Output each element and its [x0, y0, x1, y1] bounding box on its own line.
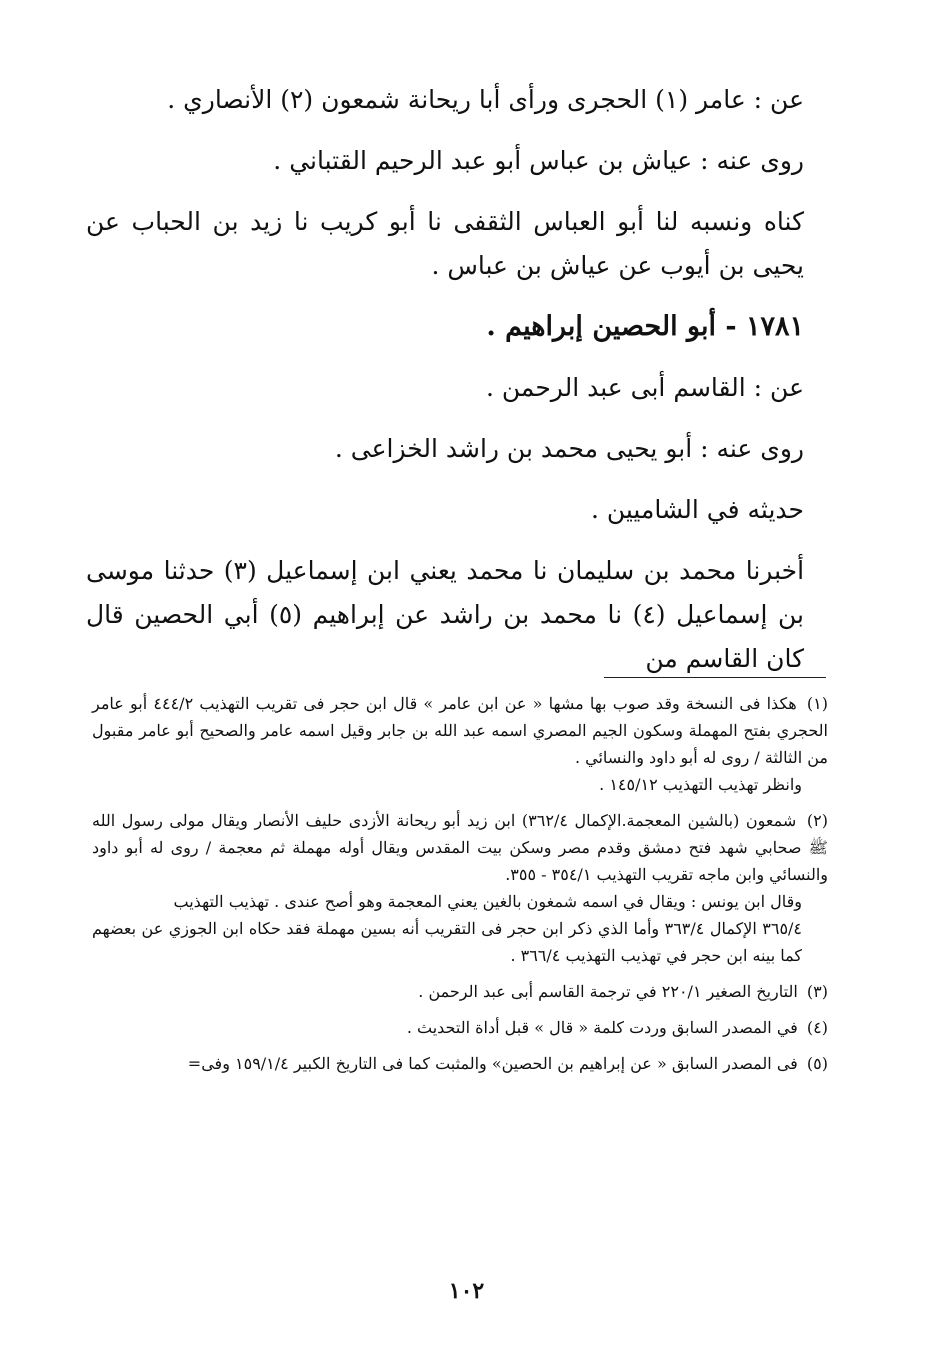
footnote-number: (١) — [806, 694, 829, 713]
footnote-3 — [92, 978, 828, 1005]
footnotes — [92, 690, 828, 1086]
footnote-number: (٤) — [806, 1018, 828, 1037]
footnote-continuation: وقال ابن يونس : ويقال في اسمه شمغون بالغين يعني المعجمة وهو أصح عندى . تهذيب التهذيب — [173, 892, 802, 911]
text-paragraph-kunya: كناه ونسبه لنا أبو العباس الثقفى نا أبو كريب نا زيد بن الحباب عن يحيى بن أيوب عن عياش بن عباس . — [86, 207, 804, 280]
footnote-4 — [92, 1014, 828, 1041]
footnote-number: (٢) — [806, 811, 829, 830]
text-line-shamiyyin: حديثه في الشاميين . — [590, 495, 804, 524]
footnote-number: (٥) — [806, 1054, 828, 1073]
footnote-divider — [604, 677, 826, 678]
footnote-2 — [92, 807, 828, 969]
text-line-narrated-by-abu-yahya: روى عنه : أبو يحيى محمد بن راشد الخزاعى . — [334, 434, 804, 463]
page-number: ١٠٢ — [448, 1278, 485, 1304]
footnote-text: هكذا فى النسخة وقد صوب بها مشها « عن ابن عامر » قال ابن حجر فى تقريب التهذيب ٤٤٤/٢ أبو عامر الحجري بفتح المهملة وسكون الجيم المصري اسمه عبد الله بن جابر وقيل اسمه عامر والصحيح أبو عامر مقبول من الثالثة / روى له أبو داود والنسائي . — [92, 694, 828, 767]
footnote-text: فى المصدر السابق « عن إبراهيم بن الحصين» والمثبت كما فى التاريخ الكبير ١٥٩/١/٤ وفى= — [187, 1054, 798, 1073]
text-line-from-qasim: عن : القاسم أبى عبد الرحمن . — [485, 373, 804, 402]
text-line-from-amir: عن : عامر (١) الحجرى ورأى أبا ريحانة شمعون (٢) الأنصاري . — [167, 85, 804, 114]
text-paragraph-isnad: أخبرنا محمد بن سليمان نا محمد يعني ابن إسماعيل (٣) حدثنا موسى بن إسماعيل (٤) نا محمد بن راشد عن إبراهيم (٥) أبي الحصين قال كان القاسم من — [86, 556, 805, 673]
footnote-continuation: وانظر تهذيب التهذيب ١٤٥/١٢ . — [599, 775, 802, 794]
footnote-text: التاريخ الصغير ٢٢٠/١ في ترجمة القاسم أبى عبد الرحمن . — [418, 982, 798, 1001]
text-line-narrated-by-ayyash: روى عنه : عياش بن عباس أبو عبد الرحيم القتباني . — [273, 146, 804, 175]
footnote-continuation: ٣٦٥/٤ الإكمال ٣٦٣/٤ وأما الذي ذكر ابن حجر فى التقريب أنه بسين مهملة فقد حكاه ابن الجوزي عن بعضهم كما بينه ابن حجر في تهذيب التهذيب ٣٦٦/٤ . — [92, 919, 803, 965]
main-text — [86, 78, 830, 698]
entry-heading-1781: ١٧٨١ - أبو الحصين إبراهيم . — [486, 311, 804, 342]
footnote-text: شمعون (بالشين المعجمة.الإكمال ٣٦٢/٤) ابن زيد أبو ريحانة الأزدى حليف الأنصار ويقال مولى رسول الله ﷺ صحابي شهد فتح دمشق وقدم مصر وسكن بيت المقدس ويقال أوله مهملة ثم معجمة / روى له أبو داود والنسائي وابن ماجه تقريب التهذيب ٣٥٤/١ - ٣٥٥. — [92, 811, 828, 884]
footnote-1 — [92, 690, 828, 798]
footnote-5 — [92, 1050, 828, 1077]
footnote-number: (٣) — [806, 982, 828, 1001]
footnote-text: في المصدر السابق وردت كلمة « قال » قبل أداة التحديث . — [406, 1018, 798, 1037]
